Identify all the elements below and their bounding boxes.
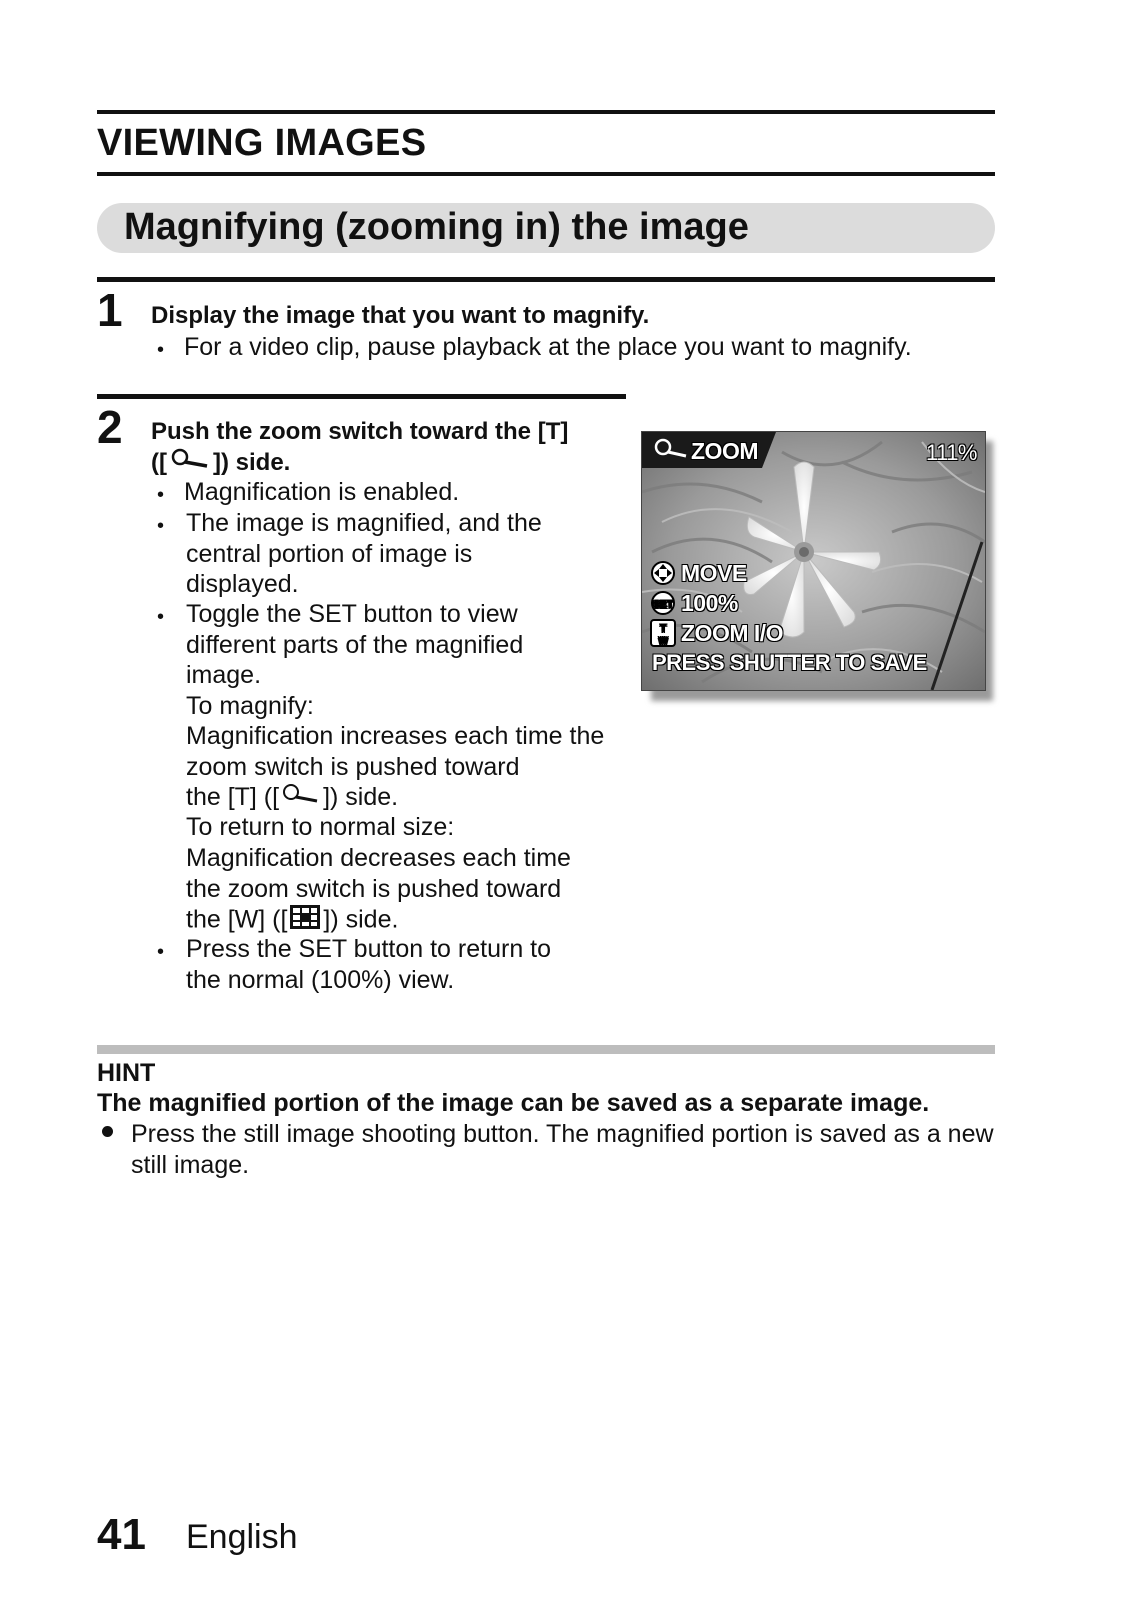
step2-bullet2-text: The image is magnified, and the central portion of image is displayed. — [186, 509, 542, 598]
direction-pad-icon — [650, 560, 676, 592]
hint-text: Press the still image shooting button. The magnified portion is saved as a new still image. — [131, 1120, 994, 1179]
hint-heading: The magnified portion of the image can be saved as a separate image. — [97, 1089, 930, 1117]
zoom-io-label: ZOOM I/O — [681, 620, 784, 646]
zoom-level: 111% — [925, 440, 977, 465]
zoom-banner-icon — [652, 438, 690, 468]
to-return-tail — [186, 904, 616, 938]
svg-text:W: W — [658, 636, 668, 647]
to-magnify-text: Magnification increases each time the zoom switch is pushed toward — [186, 722, 605, 781]
step1-bullet-text: For a video clip, pause playback at the place you want to magnify. — [184, 333, 912, 361]
to-return-label: To return to normal size: — [186, 813, 455, 841]
step2-heading-line2 — [151, 448, 290, 479]
hint-label: HINT — [97, 1059, 156, 1087]
tw-switch-icon — [650, 619, 676, 653]
to-return-tail-pre: the [W] ([ — [186, 905, 288, 934]
step1-bullet-dot: • — [157, 339, 165, 361]
step2-bullet3-dot: • — [157, 606, 165, 628]
step2-bullet1-dot: • — [157, 484, 165, 506]
step2-heading-pre: ([ — [151, 448, 167, 476]
svg-text:T: T — [659, 623, 667, 635]
step1-heading: Display the image that you want to magnify. — [151, 302, 650, 329]
to-return-text: Magnification decreases each time the zoom switch is pushed toward — [186, 844, 571, 903]
zoom-tele-icon — [167, 448, 213, 479]
step1-number: 1 — [97, 284, 123, 336]
page-number: 41 — [97, 1510, 146, 1559]
thumbnail-grid-icon — [287, 904, 323, 938]
set-zoom-label: 100% — [681, 590, 738, 616]
step2-heading-line1: Push the zoom switch toward the [T] — [151, 418, 569, 445]
step2-heading-post: ]) side. — [212, 448, 291, 476]
zoom-banner-label: ZOOM — [691, 438, 758, 464]
step2-bullet4-text: Press the SET button to return to the normal (100%) view. — [186, 935, 552, 994]
hint-bullet-dot — [102, 1126, 113, 1137]
top-rule — [97, 110, 995, 114]
step2-number: 2 — [97, 401, 123, 453]
zoom-tele-icon — [279, 783, 323, 815]
svg-text:SET: SET — [653, 599, 673, 611]
press-shutter-label: PRESS SHUTTER TO SAVE — [652, 650, 927, 675]
hint-bar — [97, 1045, 995, 1054]
step2-rule — [97, 394, 626, 399]
camera-screen-image — [641, 431, 986, 691]
page-title: VIEWING IMAGES — [97, 122, 427, 164]
step2-bullet2-dot: • — [157, 515, 165, 537]
footer-language: English — [186, 1518, 298, 1556]
step1-rule — [97, 277, 995, 282]
step2-bullet3-text: Toggle the SET button to view different parts of the magnified image. — [186, 600, 524, 689]
set-button-icon — [650, 590, 676, 622]
to-magnify-tail-pre: the [T] ([ — [186, 783, 280, 811]
step2-bullet1-text: Magnification is enabled. — [184, 478, 460, 506]
to-magnify-tail — [186, 782, 616, 814]
to-magnify-tail-post: ]) side. — [323, 783, 399, 811]
move-label: MOVE — [681, 560, 747, 586]
to-magnify-label: To magnify: — [186, 692, 314, 720]
to-return-tail-post: ]) side. — [323, 905, 399, 934]
title-rule — [97, 172, 995, 176]
section-title: Magnifying (zooming in) the image — [124, 206, 749, 248]
step2-bullet4-dot: • — [157, 941, 165, 963]
